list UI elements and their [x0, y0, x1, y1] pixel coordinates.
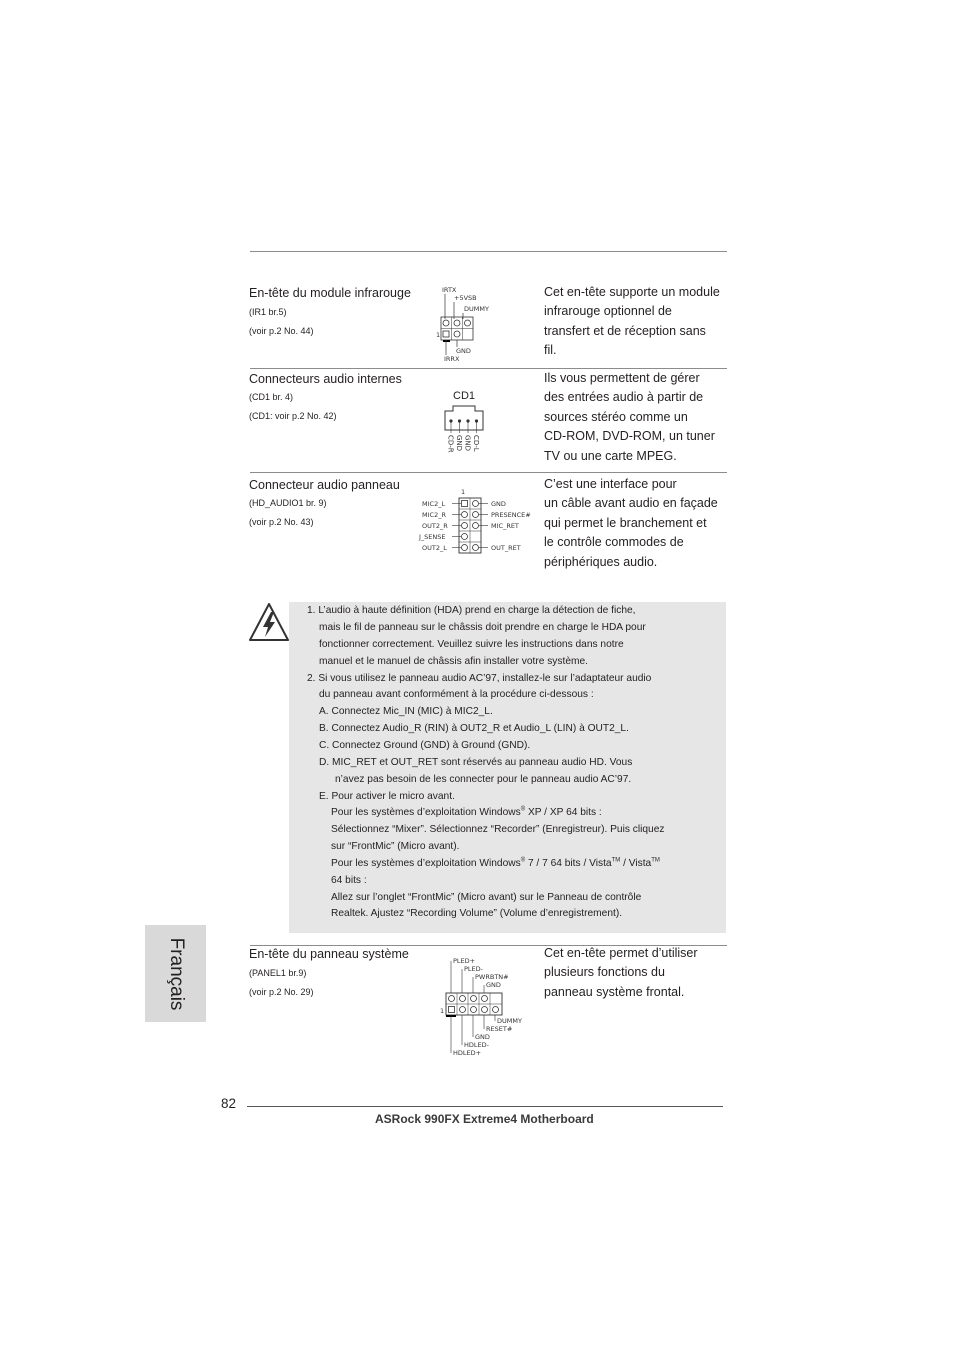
panel-pin-gnd-top: GND — [486, 981, 501, 989]
panel-pin-hdled-minus: HDLED- — [464, 1041, 489, 1049]
note-line: Pour les systèmes d’exploitation Windows® 7 / 7 64 bits / Vista™ / Vista™ — [331, 857, 660, 869]
cd-header-title: Connecteurs audio internes — [249, 372, 402, 386]
panel-pin-pled-minus: PLED- — [464, 965, 483, 973]
note-line: sur “FrontMic” (Micro avant). — [331, 841, 460, 852]
panel-pin-one: 1 — [440, 1007, 445, 1015]
hd-pin-mic2-l: MIC2_L — [422, 500, 446, 508]
note-line: E. Pour activer le micro avant. — [319, 791, 455, 802]
note-line: 2. Si vous utilisez le panneau audio AC’97, installez-le sur l’adaptateur audio — [307, 673, 652, 684]
footer-rule — [247, 1106, 723, 1107]
ir-pin-irtx: IRTX — [442, 286, 457, 294]
panel-pin-reset: RESET# — [486, 1025, 513, 1033]
row-divider — [250, 472, 727, 473]
note-line: B. Connectez Audio_R (RIN) à OUT2_R et Audio_L (LIN) à OUT2_L. — [319, 723, 629, 734]
ir-pin-dummy: DUMMY — [464, 305, 489, 313]
top-rule — [250, 251, 727, 252]
footer-title: ASRock 990FX Extreme4 Motherboard — [375, 1112, 594, 1126]
panel-header-ref: (PANEL1 br.9) — [249, 968, 307, 978]
panel-pin-hdled-plus: HDLED+ — [453, 1049, 482, 1057]
note-line: du panneau avant conformément à la procédure ci-dessous : — [319, 689, 594, 700]
panel-header-diagram — [438, 955, 528, 1060]
cd-pin-gnd-2: GND — [455, 435, 463, 452]
panel-pin-pwrbtn: PWRBTN# — [475, 973, 509, 981]
ir-header-description: Cet en-tête supporte un module infrarouge optionnel de transfert et de réception sans fil. — [544, 285, 720, 358]
hd-pin-out2-r: OUT2_R — [422, 522, 448, 530]
cd-header-ref: (CD1 br. 4) — [249, 392, 294, 402]
ir-header-ref: (IR1 br.5) — [249, 307, 287, 317]
note-line: Sélectionnez “Mixer”. Sélectionnez “Recorder” (Enregistreur). Puis cliquez — [331, 824, 665, 835]
panel-header-title: En-tête du panneau système — [249, 947, 409, 961]
panel-pin-gnd-bottom: GND — [475, 1033, 490, 1041]
note-box — [289, 602, 726, 933]
hd-pin-mic-ret: MIC_RET — [491, 522, 519, 530]
note-line: 64 bits : — [331, 875, 367, 886]
note-line: Realtek. Ajustez “Recording Volume” (Volume d’enregistrement). — [331, 908, 623, 919]
hd-pin-presence: PRESENCE# — [491, 511, 531, 519]
hd-audio-description: C’est une interface pour un câble avant audio en façade qui permet le branchement et le contrôle commodes de périphériques audio. — [544, 477, 718, 569]
cd-header-diagram — [440, 404, 490, 459]
ir-pin-irrx: IRRX — [444, 355, 460, 363]
note-line: mais le fil de panneau sur le châssis doit prendre en charge le HDA pour — [319, 622, 646, 633]
hd-audio-title: Connecteur audio panneau — [249, 478, 400, 492]
ir-pin-one: 1 — [436, 331, 441, 339]
ir-header-diagram — [436, 283, 496, 363]
panel-pin-dummy: DUMMY — [497, 1017, 522, 1025]
hd-pin-out2-l: OUT2_L — [422, 544, 447, 552]
cd-pin-gnd-1: GND — [463, 435, 472, 452]
ir-pin-5vsb: +5VSB — [454, 294, 477, 302]
note-line: A. Connectez Mic_IN (MIC) à MIC2_L. — [319, 706, 493, 717]
note-line: 1. L’audio à haute définition (HDA) prend en charge la détection de fiche, — [307, 605, 636, 616]
note-line: Pour les systèmes d’exploitation Windows® XP / XP 64 bits : — [331, 806, 602, 818]
panel-header-description: Cet en-tête permet d’utiliser plusieurs fonctions du panneau système frontal. — [544, 946, 698, 999]
hd-pin-one: 1 — [461, 488, 466, 496]
hd-audio-ref: (HD_AUDIO1 br. 9) — [249, 498, 327, 508]
language-side-tab: Français — [145, 925, 206, 1022]
panel-pin-pled-plus: PLED+ — [453, 957, 476, 965]
hd-pin-out-ret: OUT_RET — [491, 544, 521, 552]
cd-header-ref-page: (CD1: voir p.2 No. 42) — [249, 411, 337, 421]
note-line: n’avez pas besoin de les connecter pour le panneau audio AC’97. — [335, 774, 632, 785]
hd-audio-ref-page: (voir p.2 No. 43) — [249, 517, 314, 527]
cd-label: CD1 — [453, 390, 476, 402]
panel-header-ref-page: (voir p.2 No. 29) — [249, 987, 314, 997]
note-line: C. Connectez Ground (GND) à Ground (GND). — [319, 740, 531, 751]
note-line: D. MIC_RET et OUT_RET sont réservés au panneau audio HD. Vous — [319, 757, 633, 768]
note-line: Allez sur l’onglet “FrontMic” (Micro avant) sur le Panneau de contrôle — [331, 892, 642, 903]
note-line: fonctionner correctement. Veuillez suivre les instructions dans notre — [319, 639, 624, 650]
ir-header-title: En-tête du module infrarouge — [249, 286, 411, 300]
cd-pin-cd-r: CD-R — [446, 435, 455, 453]
hd-pin-mic2-r: MIC2_R — [422, 511, 446, 519]
page-number: 82 — [221, 1096, 237, 1111]
warning-lightning-icon — [248, 602, 290, 642]
cd-pin-cd-l: CD-L — [472, 435, 480, 452]
note-line: manuel et le manuel de châssis afin installer votre système. — [319, 656, 588, 667]
hd-pin-gnd: GND — [491, 500, 506, 508]
ir-header-ref-page: (voir p.2 No. 44) — [249, 326, 314, 336]
hd-pin-j-sense: J_SENSE — [419, 533, 446, 541]
hd-audio-diagram — [418, 486, 538, 558]
ir-pin-gnd: GND — [456, 347, 471, 355]
cd-header-description: Ils vous permettent de gérer des entrées audio à partir de sources stéréo comme un CD-ROM, DVD-ROM, un tuner TV ou une carte MPEG. — [544, 371, 715, 463]
